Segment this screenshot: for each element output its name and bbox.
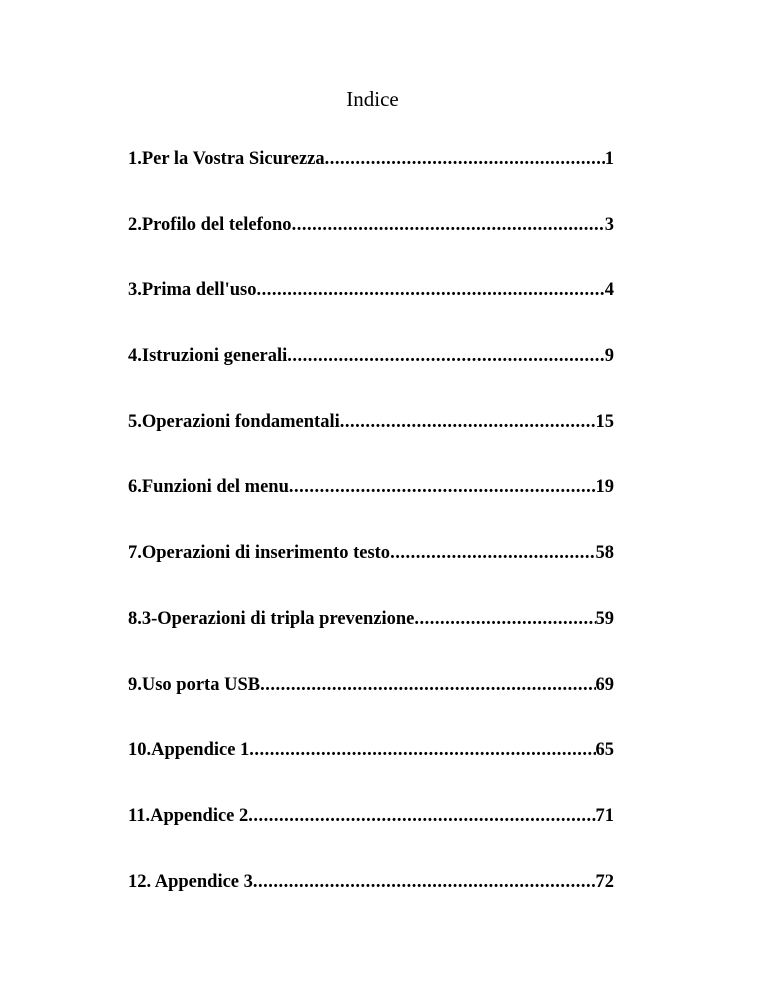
toc-entry-page: 19 <box>595 477 614 498</box>
dot-leader <box>249 737 595 763</box>
table-of-contents <box>128 146 614 934</box>
toc-entry-page: 4 <box>604 280 614 301</box>
toc-entry-title: 11.Appendice 2 <box>128 805 249 826</box>
toc-entry-title: 5.Operazioni fondamentali <box>128 411 340 432</box>
dot-leader <box>289 474 596 500</box>
toc-entry-title: 10.Appendice 1 <box>128 740 250 761</box>
dot-leader <box>256 277 604 303</box>
dot-leader <box>260 672 595 698</box>
toc-entry[interactable] <box>128 343 614 409</box>
toc-entry-title: 4.Istruzioni generali <box>128 346 288 367</box>
toc-entry[interactable] <box>128 277 614 343</box>
toc-entry-page: 71 <box>595 805 614 826</box>
toc-entry-title: 12. Appendice 3 <box>128 871 253 892</box>
toc-entry[interactable] <box>128 146 614 212</box>
page-title: Indice <box>346 87 399 111</box>
toc-entry-page: 69 <box>595 674 614 695</box>
dot-leader <box>340 409 596 435</box>
toc-entry-page: 1 <box>604 149 614 169</box>
toc-entry-page: 9 <box>604 346 614 367</box>
dot-leader <box>414 606 595 632</box>
toc-entry-title: 3.Prima dell'uso <box>128 280 257 301</box>
toc-entry[interactable] <box>128 672 614 738</box>
dot-leader <box>292 212 605 238</box>
toc-entry-title: 7.Operazioni di inserimento testo <box>128 543 391 564</box>
toc-entry-page: 3 <box>604 214 614 235</box>
toc-entry[interactable] <box>128 474 614 540</box>
toc-entry-title: 1.Per la Vostra Sicurezza <box>128 149 325 169</box>
toc-entry-title: 2.Profilo del telefono <box>128 214 292 235</box>
toc-entry[interactable] <box>128 212 614 278</box>
dot-leader <box>287 343 604 369</box>
toc-entry-title: 9.Uso porta USB <box>128 674 261 695</box>
toc-entry[interactable] <box>128 869 614 935</box>
toc-entry-page: 58 <box>595 543 614 564</box>
dot-leader <box>253 869 596 895</box>
toc-entry-page: 65 <box>595 740 614 761</box>
dot-leader <box>325 146 605 172</box>
toc-entry[interactable] <box>128 606 614 672</box>
toc-entry-page: 72 <box>595 871 614 892</box>
toc-entry-title: 8.3-Operazioni di tripla prevenzione <box>128 608 415 629</box>
toc-entry-title: 6.Funzioni del menu <box>128 477 289 498</box>
dot-leader <box>390 540 595 566</box>
toc-entry[interactable] <box>128 540 614 606</box>
toc-entry-page: 15 <box>595 411 614 432</box>
toc-entry-page: 59 <box>595 608 614 629</box>
dot-leader <box>248 803 595 829</box>
toc-entry[interactable] <box>128 409 614 475</box>
toc-entry[interactable] <box>128 737 614 803</box>
toc-entry[interactable] <box>128 803 614 869</box>
